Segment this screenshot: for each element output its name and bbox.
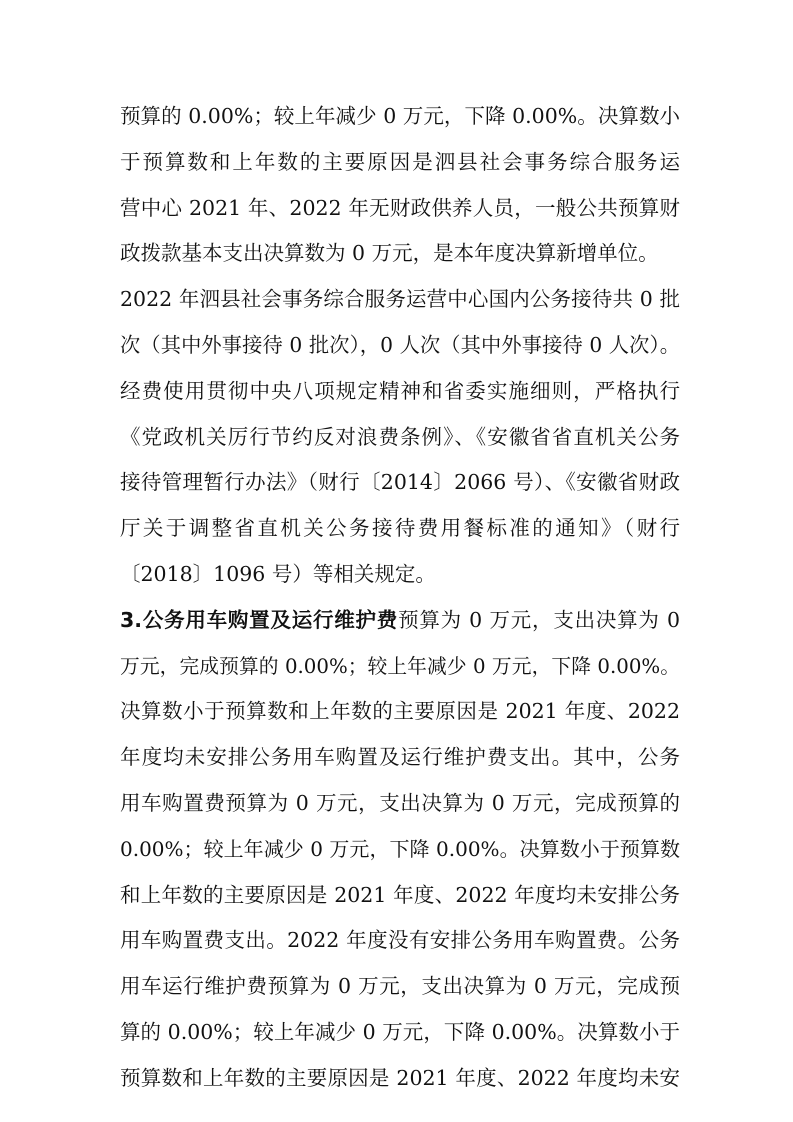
- text-line: [120, 277, 680, 323]
- text-line: [120, 644, 680, 690]
- line-text: 《党政机关厉行节约反对浪费条例》、《安徽省省直机关公务: [120, 424, 680, 449]
- text-line: [120, 873, 680, 919]
- text-line: [120, 1010, 680, 1056]
- line-text: 营中心 2021 年、2022 年无财政供养人员，一般公共预算财: [120, 195, 680, 220]
- text-line: [120, 827, 680, 873]
- line-text: 政拨款基本支出决算数为 0 万元，是本年度决算新增单位。: [120, 241, 659, 266]
- text-line: [120, 506, 680, 552]
- line-text: 预算的 0.00%；较上年减少 0 万元，下降 0.00%。决算数小: [120, 104, 680, 128]
- text-line: [120, 186, 680, 232]
- line-text: 和上年数的主要原因是 2021 年度、2022 年度均未安排公务: [120, 882, 680, 907]
- line-text: 决算数小于预算数和上年数的主要原因是 2021 年度、2022: [120, 699, 680, 724]
- line-text: 0.00%；较上年减少 0 万元，下降 0.00%。决算数小于预算数: [120, 836, 680, 861]
- text-line: [120, 689, 680, 735]
- text-line: [120, 415, 680, 461]
- line-text: 用车购置费预算为 0 万元，支出决算为 0 万元，完成预算的: [120, 790, 680, 815]
- text-line: [120, 964, 680, 1010]
- line-text: 算的 0.00%；较上年减少 0 万元，下降 0.00%。决算数小于: [120, 1019, 680, 1044]
- line-text: 用车购置费支出。2022 年度: [120, 928, 388, 953]
- text-line: [120, 369, 680, 415]
- text-line: [120, 94, 680, 140]
- text-line: [120, 735, 680, 781]
- line-text: 预算数和上年数的主要原因是 2021 年度、2022 年度均未安: [120, 1065, 680, 1090]
- section-heading: 3.公务用车购置及运行维护费: [120, 607, 399, 632]
- text-line: [120, 1056, 680, 1102]
- line-text: 年度均未安排公务用车购置及运行维护费支出。其中，公务: [120, 745, 680, 770]
- text-line: [120, 140, 680, 186]
- text-line: [120, 552, 680, 598]
- line-text: 万元，完成预算的 0.00%；较上年减少 0 万元，下降 0.00%。: [120, 654, 680, 678]
- line-text: 用车运行维护费预算为 0 万元，支出决算为 0 万元，完成预: [120, 974, 680, 999]
- line-text: 次（其中外事接待 0 批次），0 人次（其中外事接待 0 人次）。: [120, 332, 680, 357]
- line-text: 预算为 0 万元，支出决算为 0: [398, 607, 680, 632]
- text-line: [120, 231, 680, 277]
- text-line: [120, 460, 680, 506]
- line-text: 接待管理暂行办法》（财行〔2014〕2066 号）、《安徽省财政: [120, 470, 680, 495]
- line-text: 厅关于调整省直机关公务接待费用餐标准的通知》（财行: [120, 516, 680, 541]
- line-text-tail: 。公务: [617, 928, 681, 953]
- line-text: 2022 年泗县社会事务综合服务运营中心国内公务接待共 0 批: [120, 287, 680, 312]
- text-line: [120, 918, 680, 964]
- line-text: 于预算数和上年数的主要原因是泗县社会事务综合服务运: [120, 149, 680, 174]
- text-line: [120, 598, 680, 644]
- line-text: 〔2018〕1096 号）等相关规定。: [120, 561, 436, 586]
- line-text: 经费使用贯彻中央八项规定精神和省委实施细则，严格执行: [120, 378, 680, 403]
- text-line: [120, 323, 680, 369]
- text-line: [120, 781, 680, 827]
- body-text: [120, 94, 680, 1102]
- emphasis-text: 没有安排公务用车购置费: [387, 928, 618, 953]
